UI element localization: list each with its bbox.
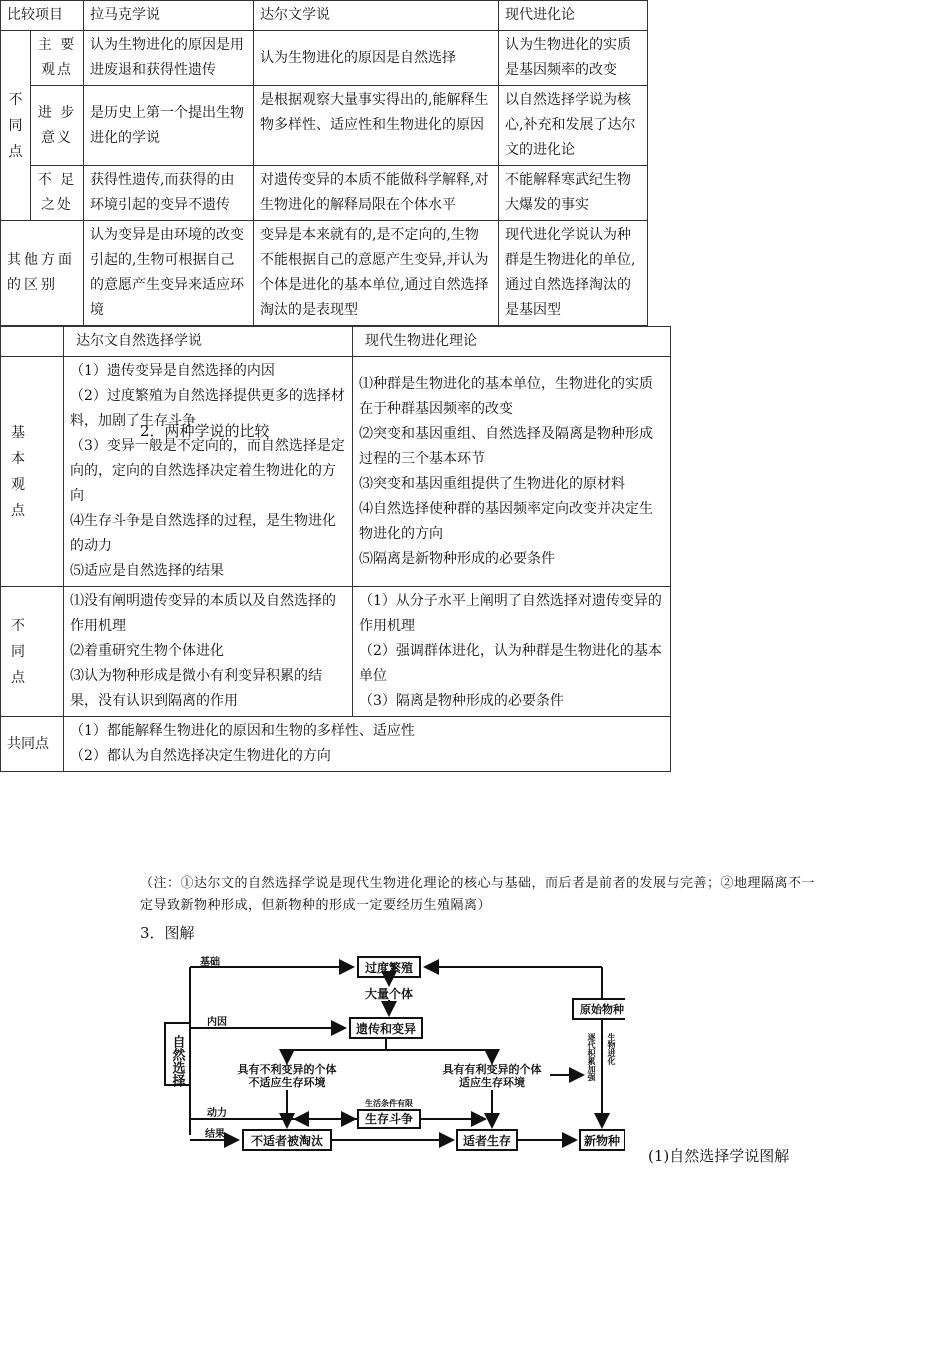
unfavorable-node-line-2: 不适应生存环境: [248, 1076, 326, 1089]
table-row: [1, 31, 648, 86]
overbreeding-node: 过度繁殖: [364, 961, 414, 975]
list-item: ⑴种群是生物进化的基本单位，生物进化的实质在于种群基因频率的改变: [359, 375, 653, 417]
header-cell: 拉马克学说: [84, 1, 254, 31]
table-row: [1, 86, 648, 166]
internal-label: 内因: [207, 1017, 227, 1028]
list-item: ⑷自然选择使种群的基因频率定向改变并决定生物进化的方向: [359, 500, 653, 542]
table-row: [1, 166, 648, 221]
list-item: ⑴没有阐明遗传变异的本质以及自然选择的作用机理: [70, 593, 336, 634]
eliminated-node: 不适者被淘汰: [250, 1134, 324, 1148]
list-item: （2）都认为自然选择决定生物进化的方向: [70, 748, 331, 764]
row-label: 进 步 意义: [31, 86, 84, 166]
table-cell: 变异是本来就有的,是不定向的,生物不能根据自己的意愿产生变异,并认为个体是进化的基本单位,通过自然选择淘汰的是表现型: [254, 221, 499, 326]
table-cell: [64, 587, 353, 717]
struggle-node: 生存斗争: [364, 1112, 414, 1126]
table-cell: 获得性遗传,而获得的由环境引起的变异不遗传: [84, 166, 254, 221]
table-cell: 以自然选择学说为核心,补充和发展了达尔文的进化论: [499, 86, 648, 166]
list-item: ⑷生存斗争是自然选择的过程，是生物进化的动力: [70, 513, 336, 554]
variation-node: 遗传和变异: [355, 1022, 417, 1036]
table-cell: 对遗传变异的本质不能做科学解释,对生物进化的解释局限在个体水平: [254, 166, 499, 221]
table-cell: 认为生物进化的原因是自然选择: [254, 31, 499, 86]
list-item: （3）变异一般是不定向的，而自然选择是定向的，定向的自然选择决定着生物进化的方向: [70, 438, 345, 504]
table-cell: 现代进化学说认为种群是生物进化的单位,通过自然选择淘汰的是基因型: [499, 221, 648, 326]
table-cell: [353, 357, 671, 587]
list-item: ⑶突变和基因重组提供了生物进化的原材料: [359, 475, 625, 492]
table-row: [1, 587, 671, 717]
row-label: 基 本 观 点: [1, 357, 64, 587]
accumulate-label: 逐代积累加强: [587, 1033, 597, 1081]
limited-conditions-label: 生活条件有限: [365, 1098, 413, 1108]
table-header-row: [1, 1, 648, 31]
survival-node: 适者生存: [462, 1134, 512, 1148]
basis-label: 基础: [200, 957, 220, 968]
row-label: 不 同 点: [1, 587, 64, 717]
comparison-table-1: [0, 0, 648, 326]
section-2-title: 2．两种学说的比较: [140, 422, 270, 440]
note-text: （注：①达尔文的自然选择学说是现代生物进化理论的核心与基础，而后者是前者的发展与完善；②地理隔离不一定导致新物种形成，但新物种的形成一定要经历生殖隔离）: [140, 876, 816, 913]
table-cell: 是根据观察大量事实得出的,能解释生物多样性、适应性和生物进化的原因: [254, 86, 499, 166]
list-item: （3）隔离是物种形成的必要条件: [359, 693, 564, 709]
row-label: 其他方面的区别: [1, 221, 84, 326]
header-cell: 比较项目: [1, 1, 84, 31]
table-cell: [64, 357, 353, 587]
header-cell: 现代进化论: [499, 1, 648, 31]
group-label: 不 同 点: [1, 31, 31, 221]
table-cell: [64, 717, 671, 772]
list-item: ⑵突变和基因重组、自然选择及隔离是物种形成过程的三个基本环节: [359, 425, 653, 467]
table-cell: 认为生物进化的实质是基因频率的改变: [499, 31, 648, 86]
header-cell: 达尔文学说: [254, 1, 499, 31]
list-item: ⑸适应是自然选择的结果: [70, 563, 224, 579]
section-3-title: 3．图解: [140, 924, 195, 942]
favorable-node-line-2: 适应生存环境: [459, 1076, 525, 1089]
motive-label: 动力: [207, 1108, 227, 1119]
list-item: （1）从分子水平上阐明了自然选择对遗传变异的作用机理: [359, 593, 662, 634]
result-label: 结果: [205, 1129, 225, 1140]
diagram-caption: (1)自然选择学说图解: [648, 1147, 790, 1165]
many-individuals-node: 大量个体: [364, 987, 414, 1001]
list-item: ⑸隔离是新物种形成的必要条件: [359, 550, 555, 567]
table-cell: 认为生物进化的原因是用进废退和获得性遗传: [84, 31, 254, 86]
table-cell: 是历史上第一个提出生物进化的学说: [84, 86, 254, 166]
table-header-row: [1, 327, 671, 357]
table-row: [1, 357, 671, 587]
comparison-table-2: [0, 326, 671, 772]
natural-selection-label: 自然选择: [169, 1035, 185, 1087]
list-item: （1）都能解释生物进化的原因和生物的多样性、适应性: [70, 723, 415, 739]
header-cell: 现代生物进化理论: [353, 327, 671, 357]
header-cell: 达尔文自然选择学说: [64, 327, 353, 357]
row-label: 不 足 之处: [31, 166, 84, 221]
list-item: （2）过度繁殖为自然选择提供更多的选择材料，加剧了生存斗争: [70, 388, 345, 429]
header-cell: [1, 327, 64, 357]
table-row: [1, 221, 648, 326]
list-item: （1）遗传变异是自然选择的内因: [70, 363, 275, 379]
unfavorable-node-line-1: 具有不利变异的个体: [237, 1063, 337, 1076]
evolution-label: 生物进化: [607, 1033, 617, 1065]
favorable-node-line-1: 具有有利变异的个体: [442, 1063, 542, 1076]
list-item: ⑵着重研究生物个体进化: [70, 643, 224, 659]
table-cell: [353, 587, 671, 717]
list-item: ⑶认为物种形成是微小有利变异积累的结果，没有认识到隔离的作用: [70, 668, 322, 709]
natural-selection-diagram: [155, 955, 625, 1160]
list-item: （2）强调群体进化，认为种群是生物进化的基本单位: [359, 643, 662, 684]
table-cell: 认为变异是由环境的改变引起的,生物可根据自己的意愿产生变异来适应环境: [84, 221, 254, 326]
row-label: 主 要 观点: [31, 31, 84, 86]
table-cell: 不能解释寒武纪生物大爆发的事实: [499, 166, 648, 221]
row-label: 共同点: [1, 717, 64, 772]
table-row: [1, 717, 671, 772]
new-species-node: 新物种: [583, 1134, 621, 1148]
original-species-node: 原始物种: [580, 1003, 624, 1016]
